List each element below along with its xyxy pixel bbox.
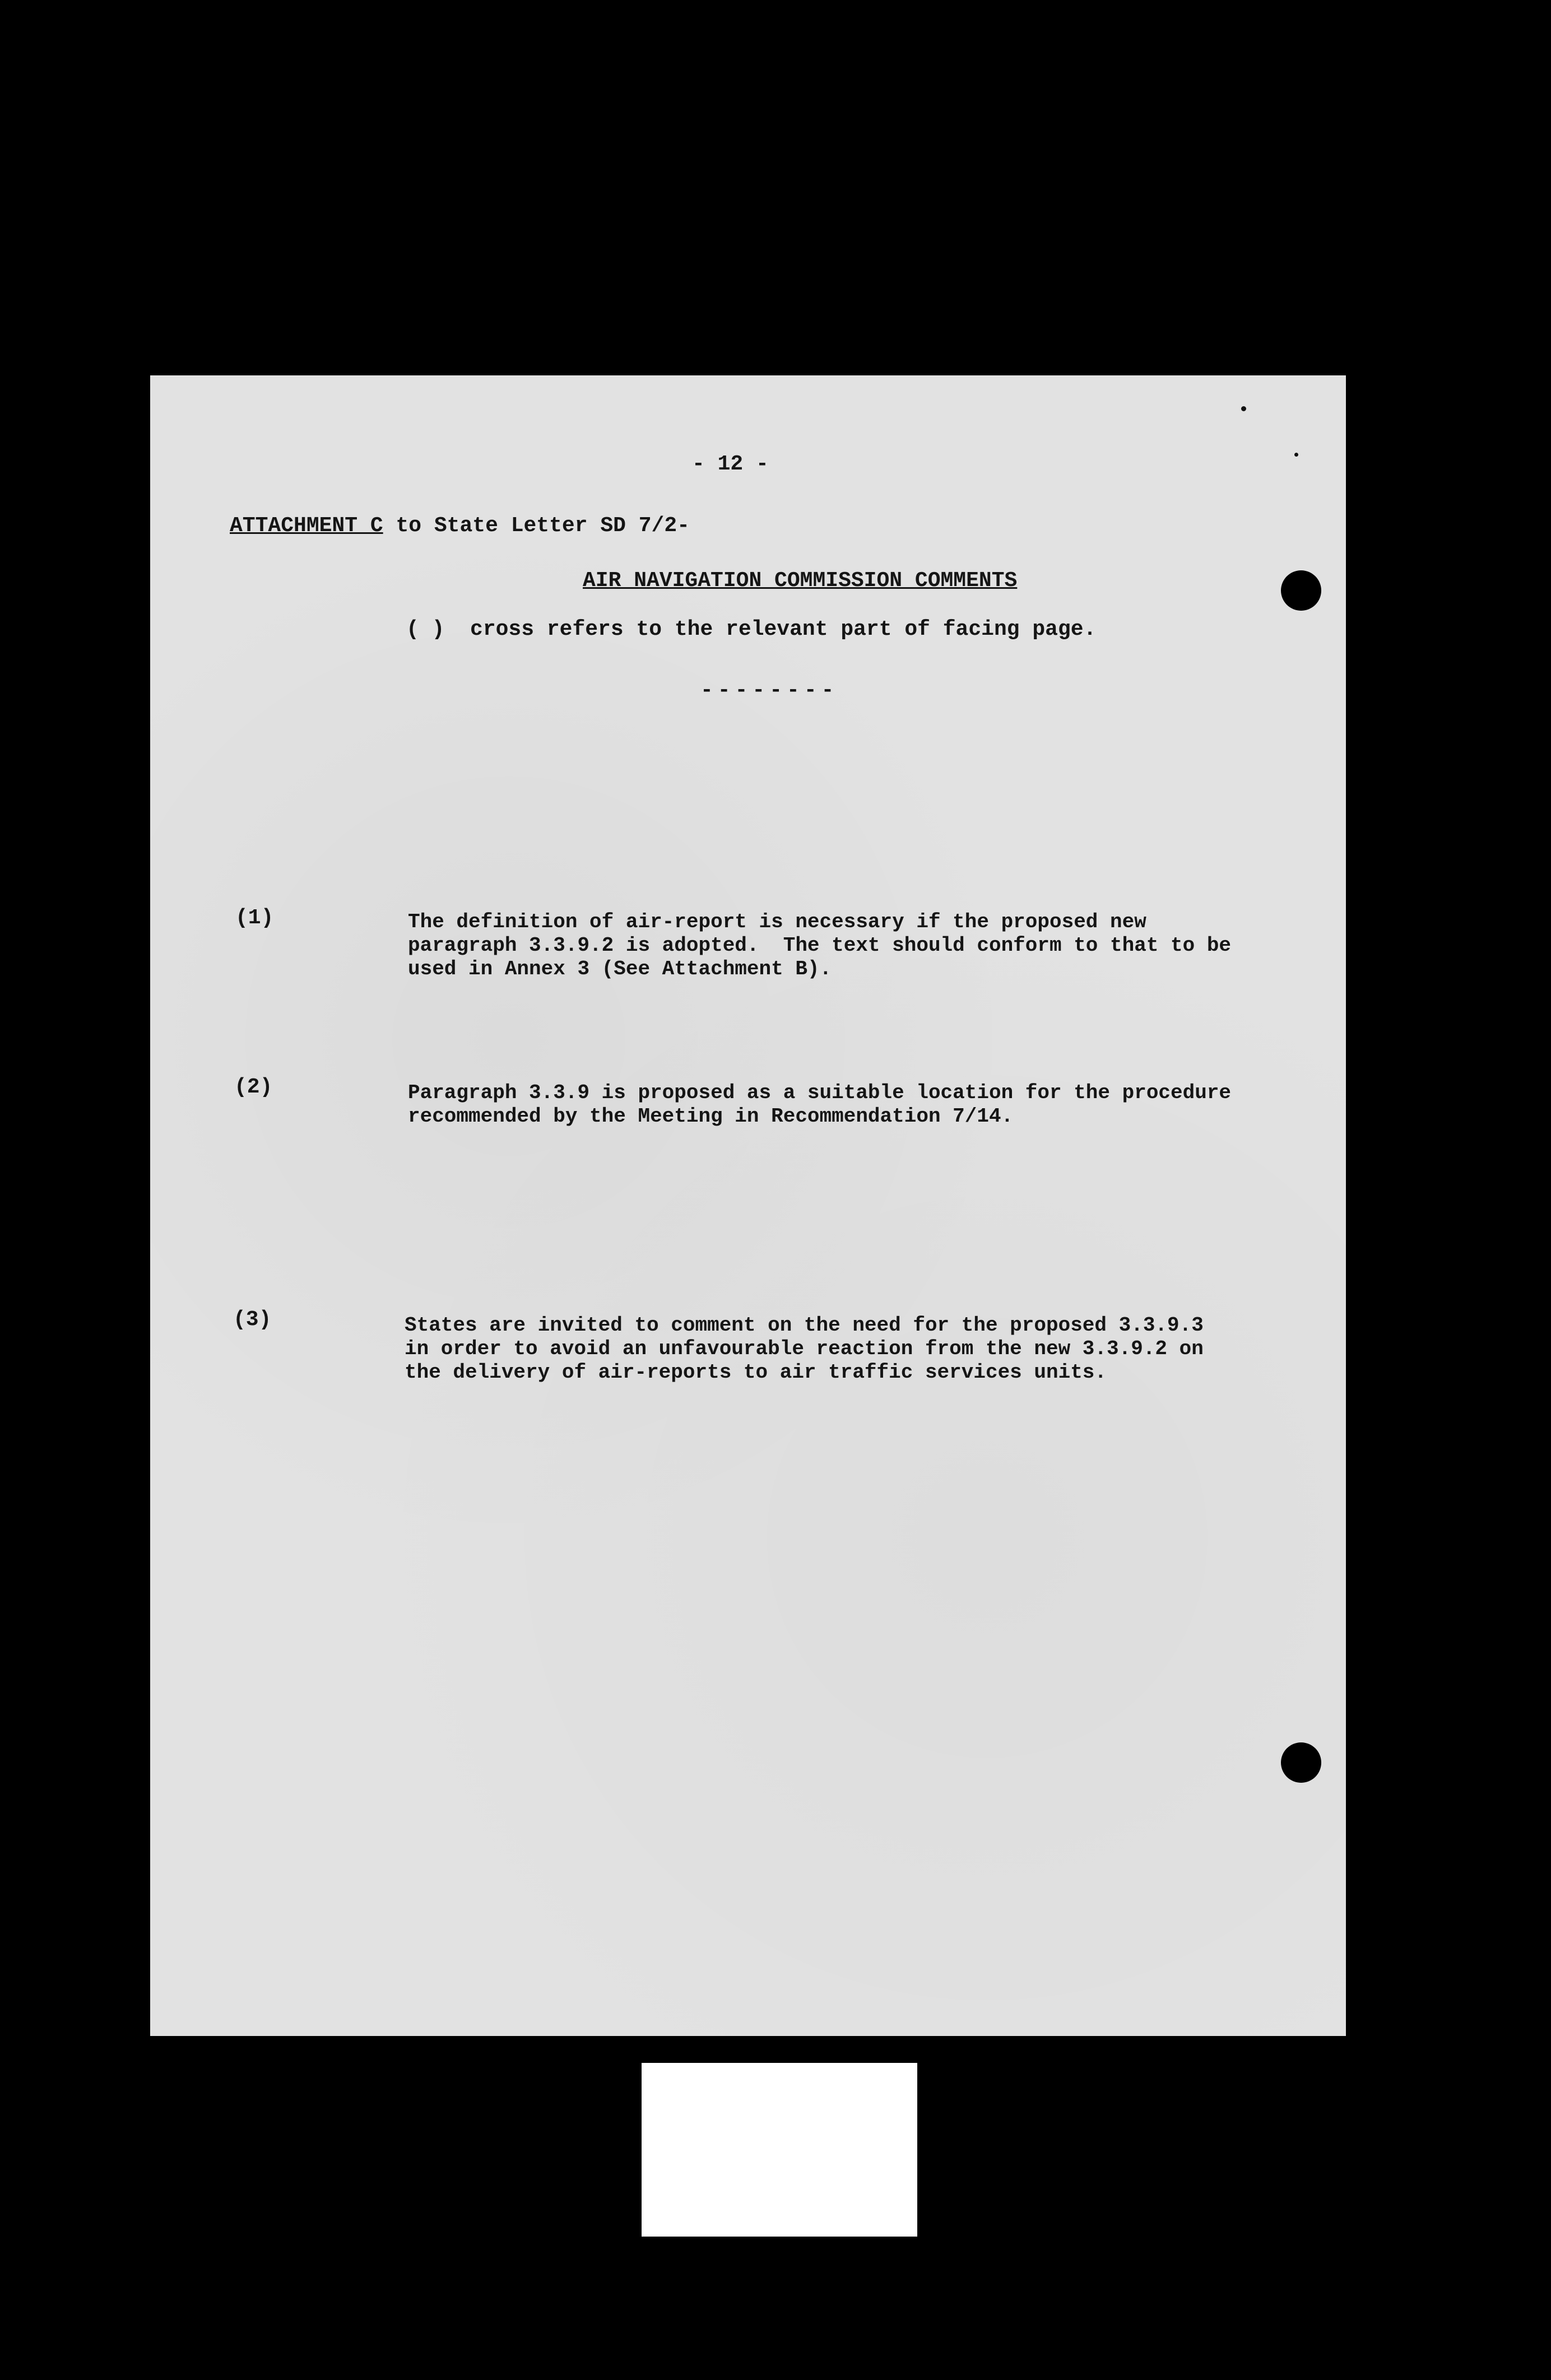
attachment-heading: [230, 514, 690, 538]
item-text: States are invited to comment on the need for the proposed 3.3.9.3 in order to avoid an unfavourable reaction from the new 3.3.9.2 on the delivery of air-reports to air traffic services units.: [405, 1314, 1204, 1384]
dash-separator: --------: [700, 678, 839, 703]
page-number: - 12 -: [692, 452, 769, 476]
punch-hole: [1281, 1742, 1321, 1783]
attachment-label: ATTACHMENT C: [230, 514, 383, 538]
item-number: (1): [235, 906, 274, 930]
commission-title: AIR NAVIGATION COMMISSION COMMENTS: [583, 569, 1018, 593]
item-number: (3): [233, 1308, 272, 1332]
ink-speck: [1294, 453, 1298, 457]
cross-reference-note: ( ) cross refers to the relevant part of facing page.: [406, 617, 1097, 642]
punch-hole: [1281, 570, 1321, 611]
item-text: Paragraph 3.3.9 is proposed as a suitable location for the procedure recommended by the Meeting in Recommendation 7/14.: [408, 1081, 1232, 1128]
ink-speck: [1241, 406, 1246, 411]
blank-label-card: [642, 2063, 917, 2237]
item-text: The definition of air-report is necessary if the proposed new paragraph 3.3.9.2 is adopted. The text should conform to that to be used in Annex 3 (See Attachment B).: [408, 910, 1232, 980]
item-number: (2): [234, 1075, 273, 1099]
attachment-reference: to State Letter SD 7/2-: [383, 514, 690, 538]
